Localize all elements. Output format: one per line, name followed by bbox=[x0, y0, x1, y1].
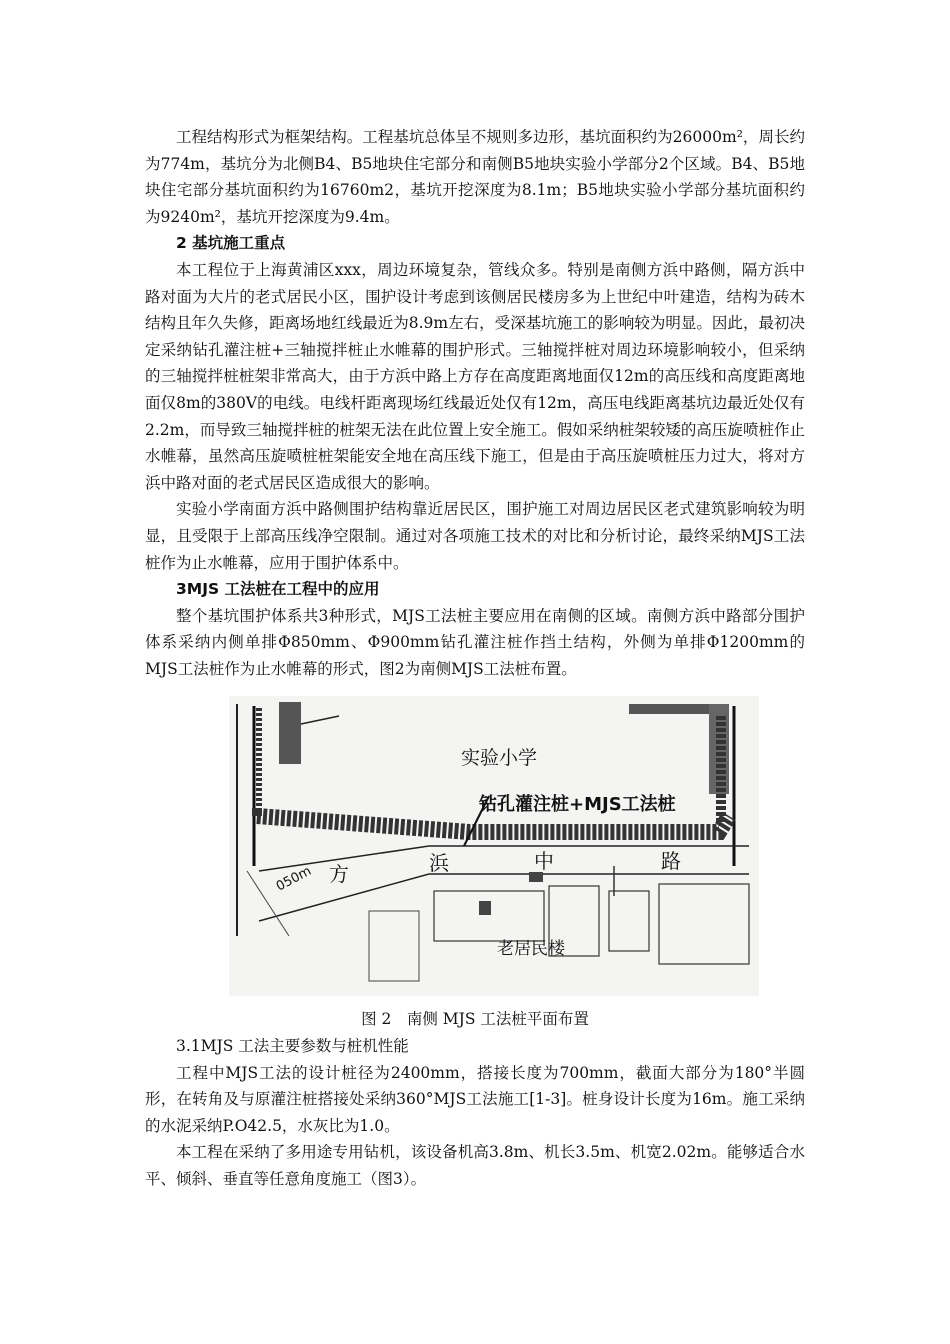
paragraph-2: 本工程位于上海黄浦区xxx，周边环境复杂，管线众多。特别是南侧方浜中路侧，隔方浜中路对面为大片的老式居民小区，围护设计考虑到该侧居民楼房多为上世纪中叶建造，结构为砖木结构且年久失修，距离场地红线最近为8.9m左右，受深基坑施工的影响较为明显。因此，最初决定采纳钻孔灌注桩+三轴搅拌桩止水帷幕的围护形式。三轴搅拌桩对周边环境影响较小，但采纳的三轴搅拌桩桩架非常高大，由于方浜中路上方存在高度距离地面仅12m的高压线和高度距离地面仅8m的380V的电线。电线杆距离现场红线最近处仅有12m，高压电线距离基坑边最近处仅有2.2m，而导致三轴搅拌桩的桩架无法在此位置上安全施工。假如采纳桩架较矮的高压旋喷桩作止水帷幕，虽然高压旋喷桩桩架能安全地在高压线下施工，但是由于高压旋喷桩压力过大，将对方浜中路对面的老式居民区造成很大的影响。 bbox=[145, 260, 805, 492]
label-school: 实验小学 bbox=[461, 747, 538, 770]
site-plan-drawing bbox=[229, 696, 759, 996]
paragraph-6: 本工程在采纳了多用途专用钻机，该设备机高3.8m、机长3.5m、机宽2.02m。能够适合水平、倾斜、垂直等任意角度施工（图3）。 bbox=[145, 1143, 805, 1189]
document-page bbox=[145, 124, 805, 1193]
label-road-1: 方 bbox=[329, 862, 349, 887]
pole-marker-1 bbox=[479, 901, 491, 915]
paragraph-4: 整个基坑围护体系共3种形式，MJS工法桩主要应用在南侧的区域。南侧方浜中路部分围护体系采纳内侧单排Φ850mm、Φ900mm钻孔灌注桩作挡土结构，外侧为单排Φ1200mm的MJS工法桩作为止水帷幕的形式，图2为南侧MJS工法桩布置。 bbox=[145, 606, 805, 678]
paragraph-3: 实验小学南面方浜中路侧围护结构靠近居民区，围护施工对周边居民区老式建筑影响较为明显，且受限于上部高压线净空限制。通过对各项施工技术的对比和分析讨论，最终采纳MJS工法桩作为止水帷幕，应用于围护体系中。 bbox=[145, 500, 805, 572]
label-road-4: 路 bbox=[661, 849, 681, 874]
label-dimension: 050m bbox=[273, 864, 314, 896]
subsection-heading-3-1: 3.1MJS 工法主要参数与桩机性能 bbox=[176, 1037, 409, 1056]
section-heading-3: 3MJS 工法桩在工程中的应用 bbox=[176, 580, 380, 599]
paragraph-5: 工程中MJS工法的设计桩径为2400mm，搭接长度为700mm，截面大部分为180°半圆形，在转角及与原灌注桩搭接处采纳360°MJS工法施工[1-3]。桩身设计长度为16m。施工采纳的水泥采纳P.O42.5，水灰比为1.0。 bbox=[145, 1063, 805, 1135]
paragraph-1: 工程结构形式为框架结构。工程基坑总体呈不规则多边形，基坑面积约为26000m²，周长约为774m，基坑分为北侧B4、B5地块住宅部分和南侧B5地块实验小学部分2个区域。B4、B5地块住宅部分基坑面积约为16760m2，基坑开挖深度为8.1m；B5地块实验小学部分基坑面积约为9240m²，基坑开挖深度为9.4m。 bbox=[145, 128, 805, 226]
building-block-ne bbox=[629, 704, 709, 714]
figure-2-site-plan bbox=[229, 696, 759, 996]
pole-marker-2 bbox=[529, 872, 543, 882]
section-heading-2: 2 基坑施工重点 bbox=[176, 234, 286, 253]
figure-caption: 图 2 南侧 MJS 工法桩平面布置 bbox=[361, 1010, 589, 1029]
label-pile-note: 钻孔灌注桩+MJS工法桩 bbox=[479, 794, 676, 816]
label-road-2: 浜 bbox=[429, 851, 449, 876]
building-block-nw bbox=[279, 702, 301, 764]
label-residents: 老居民楼 bbox=[497, 939, 565, 960]
label-road-3: 中 bbox=[534, 849, 554, 874]
